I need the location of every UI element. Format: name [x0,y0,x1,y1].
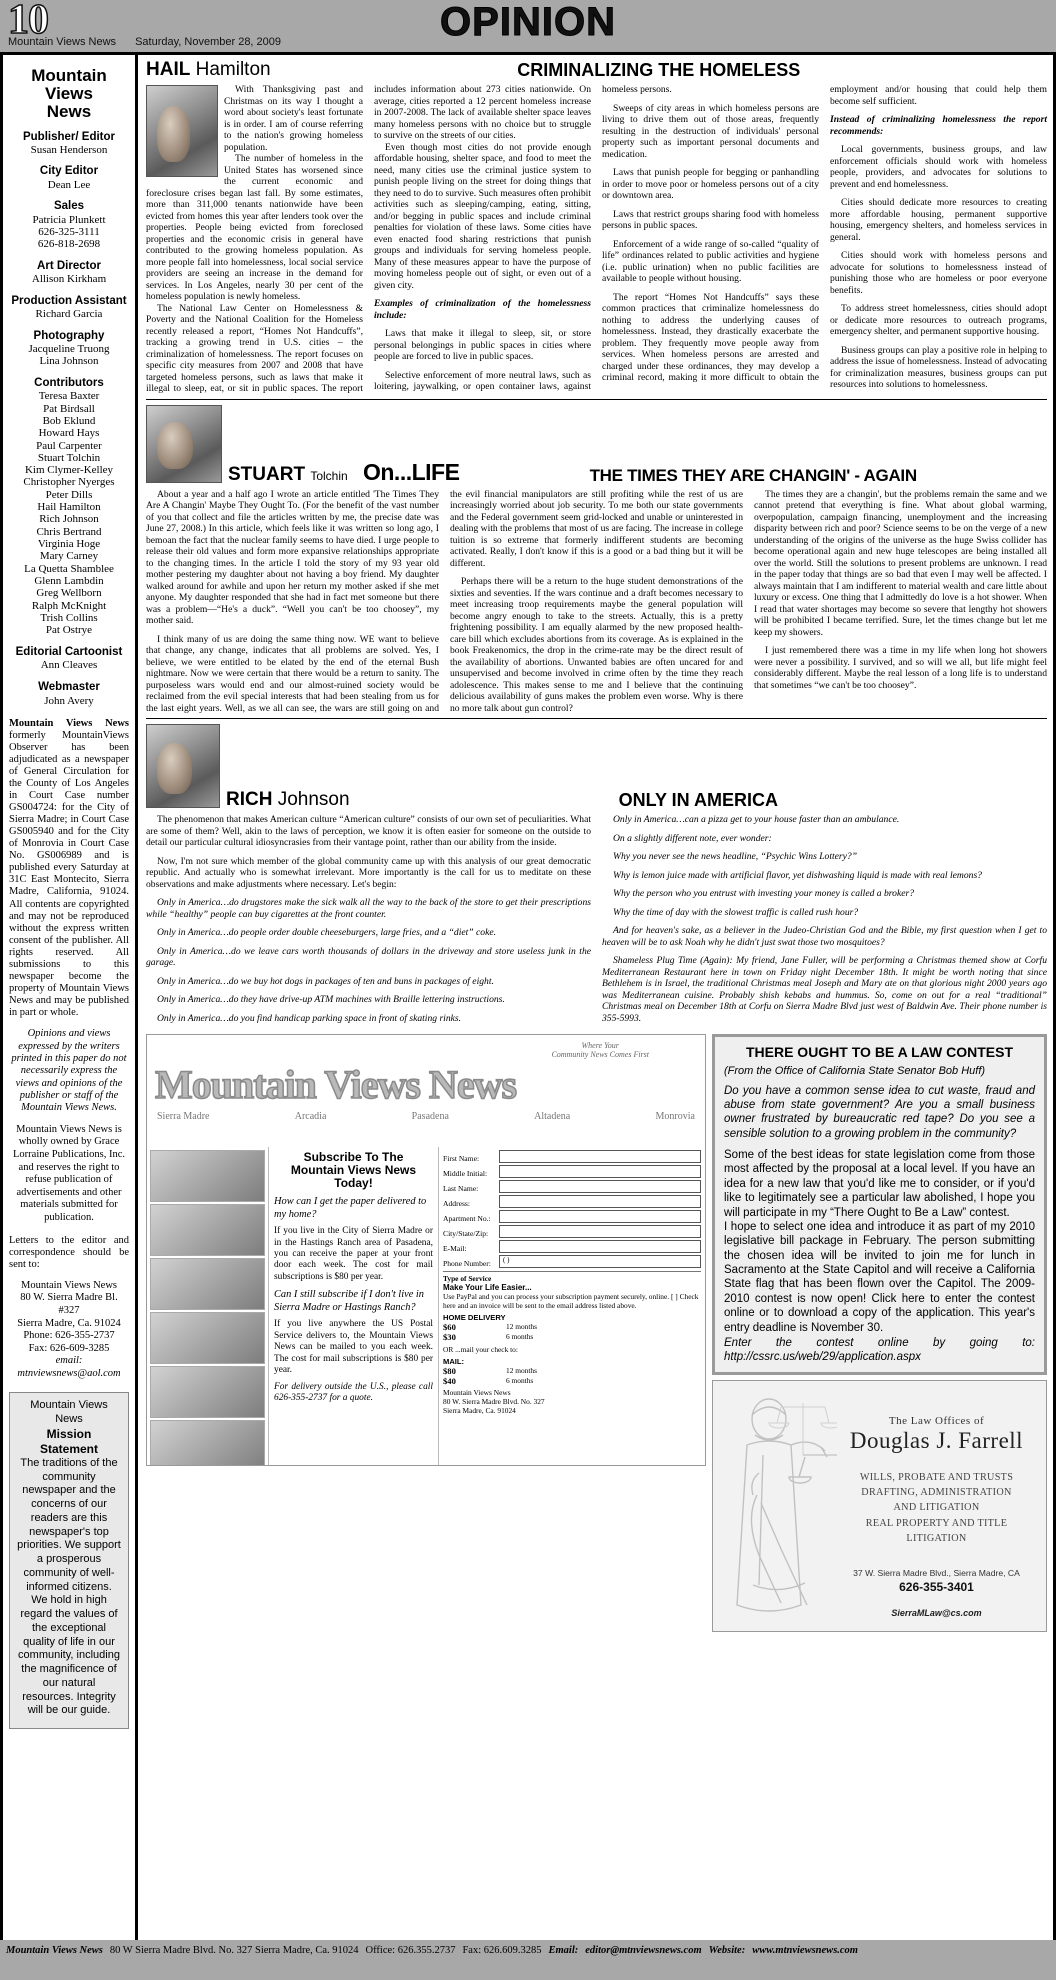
contributor-name: Howard Hays [38,427,100,440]
mail-option[interactable] [443,1366,701,1376]
example-item-4: Laws that restrict groups sharing food with homeless persons in public spaces. [602,208,819,231]
staff-name: 626-818-2698 [37,238,101,251]
email-label: email: [55,1355,83,1367]
city-name: Altadena [534,1110,571,1122]
law-ad-email[interactable]: SierraMLaw@cs.com [891,1608,982,1619]
form-label: E-Mail: [443,1243,467,1253]
opinion-disclaimer: Opinions and views expressed by the writers printed in this paper do not necessarily express the views and opinions of the publisher or staff of the Mountain Views News. [11,1028,127,1114]
contest-ad[interactable] [712,1034,1047,1375]
footer-website-label: Website: [708,1944,746,1956]
staff-name: Richard Garcia [35,308,103,321]
closing-para-0: The report “Homes Not Handcuffs” says these common practices that criminalize homelessness do nothing to address the underlying causes of homelessness. Instead, they drastically exacerbate the problem. They frequently move people away from services. When homeless persons are arrested and charged under these ordinances, they may develop a criminal record, making it more difficult to obtain the employment and/or housing that could help them become self sufficient. [602,84,1047,383]
contributor-name: La Quetta Shamblee [24,562,114,575]
contest-body-1: Some of the best ideas for state legislation come from those most affected by the proposal at a local level. If you have an idea for a new law that you'd like me to consider, or if you'd like to legitimately see a particular law abolished, I hope you will participate in my “There Ought to Be a Law” contest. [724,1149,1035,1219]
form-row [443,1210,701,1223]
byline-firstname: HAIL [146,59,191,80]
subscribe-answer-1: If you live in the City of Sierra Madre or in the Hastings Ranch area of Pasadena, you can receive the paper at your front door each week. The cost for mail subscriptions is $80 per year. [274,1226,433,1282]
contributor-name: Trish Collins [40,611,98,624]
byline-hamilton [146,59,271,81]
law-ad-services [835,1470,1038,1546]
legal-notice [9,718,129,1020]
subscribe-logo: Mountain Views News [155,1061,517,1107]
staff-name: Allison Kirkham [31,273,107,286]
legal-body: formerly MountainViews Observer has been adjudicated as a newspaper of General Circulation for the County of Los Angeles in Court Case number GS004724: for the City of Sierra Madre; in Court Case GS005940 and for the City of Monrovia in Court Case No. GS006989 and is published every Saturday at 31C East Montecito, Sierra Madre, California, 91024. All contents are copyrighted and may not be reproduced without the express written consent of the publisher. All rights reserved. All submissions to this newspaper become the property of Mountain Views News and may be published in part or whole. [9,729,129,1019]
address-line: Sierra Madre, Ca. 91024 [17,1317,121,1329]
thumbnail-image [150,1204,265,1256]
form-input[interactable] [499,1165,701,1178]
johnson-bullet-right-3: Why you never see the news headline, “Psychic Wins Lottery?” [613,851,858,862]
subscribe-form[interactable] [439,1147,705,1466]
mailing-address [9,1280,129,1356]
form-row [443,1180,701,1193]
johnson-bullet-right-8: Shameless Plug Time (Again): My friend, Jane Fuller, will be performing a Christmas themed show at Corfu Mediterranean Restaurant here in town on Friday night December 18th. It might be worth noting that since Bethlehem is in Israel, the traditional Christmas meal Joseph and Mary ate on that glorious night 2000 years ago was Mediterranean cuisine. Probably shish kebabs and hummus. So, come on out for a real “traditional” Christmas meal on December 18th at Corfu on Sierra Madre Blvd just west of Baldwin Ave. Their phone number is 355-5993. [602,955,1047,1024]
page-number: 10 [8,0,48,43]
page-topbar [0,0,1056,52]
recommendation-item-4: Business groups can play a positive role in helping to address the issue of homelessness. Instead of advocating for criminalization measures, business groups can put resources into solutions to homelessness. [830,344,1047,390]
contributor-name: Peter Dills [45,488,93,501]
mission-body: The traditions of the community newspaper and the concerns of our readers are this newspaper's top priorities. We support a prosperous community of well-informed citizens. We hold in high regard the values of the exceptional quality of life in our community, including the magnificence of our natural resources. Integrity will be our guide. [17,1456,121,1717]
contributor-name: Virginia Hoge [37,538,101,551]
example-item-2: Sweeps of city areas in which homeless persons are living to drive them out of those areas, frequently resulting in the destruction of individuals' personal property such as important personal documents and medication. [602,102,819,160]
example-item-0: Laws that make it illegal to sleep, sit, or store personal belongings in public spaces in cities where people are forced to live in public spaces. [374,328,591,362]
hamilton-para-2: The National Law Center on Homelessness & Poverty and the National Coalition for the Homeless recently released a report, “Homes Not Handcuffs”, tracking a growing trend in U.S. cities – the criminalization of homelessness. The report focuses on specific city measures from 2007 and 2008 that have targeted homeless persons, such as laws that make it illegal to sleep, eat, or sit in public spaces. The report includes information about 273 cities nationwide. On average, cities reported a 12 percent homeless increase in 2007-2008. The lack of available shelter space leaves many homeless persons with no choice but to struggle to survive on the streets of our cities. [146,84,591,394]
newspaper-page [0,52,1056,1960]
check-address-line: Sierra Madre, Ca. 91024 [443,1405,516,1415]
contributor-name: Chris Bertrand [36,525,102,538]
contributor-name: Pat Birdsall [43,402,95,415]
contributor-name: Christopher Nyerges [23,476,115,489]
legal-lead: Mountain Views News [9,717,129,729]
form-input[interactable] [499,1150,701,1163]
subscribe-copy [269,1147,439,1466]
form-input[interactable] [499,1210,701,1223]
johnson-bullet-left-4: Only in America…do they have drive-up ATM machines with Braille lettering instructions. [157,994,505,1005]
form-row [443,1225,701,1238]
subscribe-heading-line1: Subscribe To The [303,1149,404,1164]
form-label: Apartment No.: [443,1213,491,1223]
address-line: 80 W. Sierra Madre Bl. #327 [20,1292,118,1316]
johnson-bullet-left-1: Only in America…do people order double cheeseburgers, large fries, and a “diet” coke. [157,927,497,938]
johnson-bullet-left-0: Only in America…do drugstores make the sick walk all the way to the back of the store to get their prescriptions while “healthy” people can buy cigarettes at the front counter. [146,897,591,920]
hamilton-para-1: The number of homeless in the United States has worsened since the current economic and foreclosure crises began last fall. By some estimates, more than 311,000 tenants nationwide have been evicted from homes this year after lenders took over the properties. People being evicted from foreclosed properties and the economic crisis in general have contributed to the growing homeless population. As more people fall into homelessness, local social service providers are seeing an increase in the demand for services. In Los Angeles, nearly 30 per cent of the homeless population is newly homeless. [146,153,363,302]
subscribe-heading-line3: Today! [334,1175,373,1190]
footer-paper: Mountain Views News [6,1944,103,1956]
section-title: OPINION [440,0,616,44]
contributor-name: Pat Ostrye [45,624,93,637]
byline-firstname: STUART [228,463,306,485]
form-input[interactable]: ( ) [499,1255,701,1268]
article-header-hamilton [146,55,1047,81]
law-ad-phone: 626-355-3401 [899,1580,974,1595]
hamilton-para-0: With Thanksgiving past and Christmas on its way I thought a word about society's least fortunate is in order. I am of course referring to the nation's growing homeless population. [224,84,363,153]
masthead-logo-line2: News [46,101,92,121]
form-input[interactable] [499,1225,701,1238]
price-amount: $40 [443,1375,456,1386]
check-address-line: Mountain Views News [443,1387,511,1397]
article-body-tolchin [146,489,1047,715]
recommendation-item-3: To address street homelessness, cities should adopt or dedicate more resources to outreach programs, emergency shelter, and permanent supportive housing. [830,303,1047,337]
law-ad-address: 37 W. Sierra Madre Blvd., Sierra Madre, CA [853,1568,1020,1579]
staff-name: Dean Lee [47,178,91,191]
webmaster-heading: Webmaster [38,681,100,694]
price-term: 12 months [506,1365,538,1375]
city-name: Sierra Madre [157,1110,210,1122]
price-amount: $60 [443,1321,456,1332]
address-line: Mountain Views News [20,1279,117,1291]
law-service-line: WILLS, PROBATE AND TRUSTS [859,1471,1014,1483]
subscribe-question-2: Can I still subscribe if I don't live in Sierra Madre or Hastings Ranch? [274,1289,424,1313]
contributor-name: Bob Eklund [42,414,96,427]
contest-title: THERE OUGHT TO BE A LAW CONTEST [745,1043,1014,1060]
subscribe-ad[interactable] [146,1034,706,1632]
tolchin-para-3: The times they are a changin', but the problems remain the same and we cannot pretend that everything is fine. What about global warming, overpopulation, campaign financing, unemployment and the increasing disparity between rich and poor? Science seems to be on the verge of a new understanding of the origins of the universe as the huge Swiss collider has become operational again and new huge telescopes are being installed all over the world. Still the solutions to present problems are unknown. I read in the paper today that things are so bad that even I may well be affected. I always maintain that I am indifferent to material wealth and care little about luxury or excess. One thing that I admittedly do love is a hot shower. When I read that water shortages may become so severe that lengthy hot showers will be prohibited I became terrified. Sure, let the times change but let me keep my showers. [754,488,1047,638]
law-service-line: DRAFTING, ADMINISTRATION [861,1486,1012,1498]
lady-justice-icon [717,1385,837,1625]
article-header-johnson [146,719,1047,811]
form-label: Phone Number: [443,1258,491,1268]
letters-intro: Letters to the editor and correspondence should be sent to: [9,1234,129,1270]
staff-name: Patricia Plunkett [32,213,106,226]
main-article-area [138,52,1056,1940]
johnson-bullet-right-2: On a slightly different note, ever wonder: [613,832,772,844]
form-row [443,1240,701,1253]
johnson-bullet-right-1: Only in America…can a pizza get to your house faster than an ambulance. [613,814,900,825]
tolchin-para-0: About a year and a half ago I wrote an article entitled 'The Times They Are A Changin' Maybe They Ought To. (For the benefit of the vast number of you that collect and file the articles written by me, the precise date was June 27, 2008.) In this article, which feels like it was written so long ago, I bemoan the fact that the nuclear family seems to have died. I urge people to release their old values and form more expansive relationships appropriate to the changing times. In the article I told the story of my 93 year old mother pestering my daughter about not having a boy friend. My daughter walked around for awhile and upon her return my mother asked if she met anyone. My daughter responded that she had in fact met someone but there was a problem—“He's a duck”. “Well you can't be too choosey”, my mother said. [146,488,439,626]
headline-only-in-america: ONLY IN AMERICA [618,790,778,810]
cartoonist-name: Ann Cleaves [40,659,98,672]
johnson-bullet-left-3: Only in America…do we buy hot dogs in packages of ten and buns in packages of eight. [157,975,494,987]
footer-address: 80 W Sierra Madre Blvd. No. 327 Sierra Madre, Ca. 91024 [109,1944,359,1956]
johnson-para-0: The phenomenon that makes American culture “American culture” consists of our own set of peculiarities. What are some of them? Well, akin to the laws of perception, we know it is often easier for someone on the outside to detail our particular cultural idiosyncrasies from their vantage point, rather than our ability from the inside. [146,814,591,848]
footer-email-label: Email: [548,1944,579,1956]
contributors-list [9,390,129,636]
byline-lastname: Tolchin [310,468,348,483]
form-label: Address: [443,1198,470,1208]
staff-name: Susan Henderson [30,144,108,157]
staff-role-3: Art Director [37,259,101,272]
byline-lastname: Johnson [277,789,350,810]
contributor-name: Rich Johnson [39,513,99,526]
hamilton-para-3: Even though most cities do not provide enough affordable housing, shelter space, and food to meet the need, many cities use the criminal justice system to punish people living on the street for doing things that they need to do to survive. Such measures often prohibit activities such as sleeping/camping, eating, sitting, and/or begging in public spaces and include criminal penalties for violation of these laws. Some cities have even enacted food sharing restrictions that punish groups and individuals for serving homeless people. Many of these measures appear to have the purpose of moving homeless people out of sight, or even out of a given city. [374,141,591,291]
column-label-on-life: On...LIFE [362,458,460,485]
masthead-logo-line1: Mountain Views [31,66,107,103]
subscribe-tagline-line2: Community News Comes First [551,1049,649,1059]
address-line: Phone: 626-355-2737 [23,1330,115,1342]
law-ad-prefix: The Law Offices of [888,1414,985,1427]
form-row [443,1195,701,1208]
thumbnail-image [150,1150,265,1202]
price-term: 6 months [506,1375,534,1385]
example-item-1: Selective enforcement of more neutral laws, such as loitering, jaywalking, or open container laws, against homeless persons. [374,84,672,392]
topbar-paper-name: Mountain Views News [8,36,117,48]
mail-option[interactable] [443,1376,701,1386]
footer-fax: Fax: 626.609.3285 [462,1944,542,1956]
staff-role-4: Production Assistant [11,294,127,307]
webmaster-name: John Avery [44,694,94,707]
price-term: 6 months [506,1331,534,1341]
contributor-name: Teresa Baxter [38,390,100,403]
staff-role-5: Photography [33,329,105,342]
staff-name: Jacqueline Truong [28,343,110,356]
byline-johnson [226,789,350,811]
mission-heading: Mission Statement [39,1426,98,1456]
staff-role-0: Publisher/ Editor [22,130,115,143]
article-body-hamilton [146,84,1047,395]
contest-intro: Do you have a common sense idea to cut waste, fraud and abuse from state government? Are you a small business owner frustrated by bureaucratic red tape? Do you see a sensible solution to a growing problem in the community? [724,1084,1035,1140]
headline-times-changing: THE TIMES THEY ARE CHANGIN' - AGAIN [589,465,917,485]
staff-role-1: City Editor [39,165,99,178]
recommendation-item-1: Cities should dedicate more resources to creating more affordable housing, permanent supportive housing, emergency shelters, and homeless services in general. [830,197,1047,243]
form-label: Middle Initial: [443,1168,488,1178]
contributor-name: Ralph McKnight [31,599,107,612]
address-line: Fax: 626-609-3285 [28,1342,110,1354]
subscribe-heading-line2: Mountain Views News [290,1162,417,1177]
author-photo-johnson [146,724,220,808]
thumbnail-image [150,1420,265,1466]
contributor-name: Paul Carpenter [36,439,102,452]
subscribe-answer-2: If you live anywhere the US Postal Service delivers to, the Mountain Views News can be mailed to you each week. The cost for mail subscriptions is $80 per year. [274,1319,433,1376]
staff-name: 626-325-3111 [38,226,100,239]
example-item-3: Laws that punish people for begging or panhandling in order to move poor or homeless persons out of a city or downtown area. [602,167,819,201]
subscribe-question-1: How can I get the paper delivered to my home? [274,1196,427,1220]
email-address: mtnviewsnews@aol.com [17,1367,121,1379]
thumbnail-image [150,1312,265,1364]
footer-email: editor@mtnviewsnews.com [585,1944,702,1956]
price-term: 12 months [506,1321,538,1331]
mail-label: MAIL: [443,1356,465,1366]
subscribe-thumbnails [147,1147,269,1466]
form-label: Last Name: [443,1183,479,1193]
page-footer [0,1940,1056,1960]
staff-role-2: Sales [53,200,85,213]
example-item-5: Enforcement of a wide range of so-called “quality of life” ordinances related to public activities and hygiene (i.e. public urination) when no public facilities are available to people without housing. [602,238,819,284]
law-office-ad[interactable] [712,1380,1047,1632]
form-row [443,1255,701,1268]
right-ads-column [712,1034,1047,1632]
recommendations-heading: Instead of criminalizing homelessness the report recommends: [830,114,1047,137]
author-photo-tolchin [146,405,222,483]
staff-list [9,131,129,368]
tolchin-para-1: I think many of us are doing the same thing now. WE want to believe that change, any change, indicates that all problems are solved. Yes, I believe, we were entitled to be elated by the end of the eternal Bush nightmare. Now we were certain that there would be a return to sanity. The purposeless wars would end and our almost-ruined society would be reclaimed from the evil special interests that had been stealing from us for the last eight years. Well, as we all can see, the wars are still going on and the evil financial manipulators are still profiting while the rest of us are increasingly worried about job security. To me both our state governments and the Federal government seem grid-locked and unable or uninterested in dealing with the problems that most of us are facing. The increase in college tuition is so extreme that formerly indifferent students are becoming activated. Really, I don't know if this is a good or a bad thing but it will be different. [146,488,743,714]
city-name: Pasadena [411,1110,449,1122]
article-header-tolchin [146,400,1047,486]
johnson-bullet-right-6: Why the time of day with the slowest traffic is called rush hour? [613,906,859,918]
staff-name: Lina Johnson [39,355,99,368]
price-amount: $80 [443,1365,456,1376]
law-ad-name: Douglas J. Farrell [849,1427,1024,1453]
contributor-name: Kim Clymer-Kelley [24,464,114,477]
form-row [443,1150,701,1163]
byline-tolchin [228,459,459,486]
bottom-ads-row [146,1034,1047,1632]
johnson-bullet-right-0: Only in America…do you find handicap parking space in front of skating rinks. [157,1012,462,1024]
cartoonist-heading: Editorial Cartoonist [15,645,123,658]
paypal-heading: Make Your Life Easier... [443,1282,532,1292]
masthead-logo [9,67,129,121]
service-type-label: Type of Service [443,1273,492,1283]
recommendation-item-0: Local governments, business groups, and law enforcement officials should work with homeless people, providers, and advocates for solutions to prevent and end homelessness. [830,144,1047,190]
tolchin-para-2: Perhaps there will be a return to the huge student demonstrations of the sixties and seventies. If the wars continue and a draft becomes necessary to meet increasing troop requirements maybe the general population will become angry enough to take to the streets. Actually, this is a pretty frightening possibility. I am equally alarmed by the new proposed health-care bill which excludes abortions from its coverage. As is explained in the book Freakenomics, the drop in the crime-rate may be the direct result of the availability of abortions. Unwanted babies are often uncared for and unsupervised and become involved in crime often by the time they reach adolescence. This makes sense to me and I believe that the continuing delicious availability of guns makes the problem even worse. Why is there no more talk about gun control? [450,576,743,714]
johnson-bullet-right-4: Why is lemon juice made with artificial flavor, yet dishwashing liquid is made with real lemons? [613,869,982,881]
topbar-date: Saturday, November 28, 2009 [135,36,282,48]
footer-website: www.mtnviewsnews.com [752,1944,858,1956]
check-address-line: 80 W. Sierra Madre Blvd. No. 327 [443,1396,545,1406]
contributor-name: Stuart Tolchin [37,451,101,464]
subscribe-heading [274,1151,433,1191]
masthead-sidebar [0,52,138,1940]
subscribe-city-list [157,1111,695,1122]
subscribe-answer-3: For delivery outside the U.S., please call 626-355-2737 for a quote. [274,1381,433,1404]
contributor-name: Mary Carney [39,550,99,563]
form-row [443,1165,701,1178]
johnson-bullet-right-5: Why the person who you entrust with investing your money is called a broker? [613,888,914,899]
johnson-para-1: Now, I'm not sure which member of the global community came up with this analysis of our great democratic republic. And actually who is somewhat irrelevant. More importantly is the call for us to meditate on these observations and make adjustments where necessary. Let's begin: [146,855,591,890]
examples-heading: Examples of criminalization of the homelessness include: [374,298,591,321]
johnson-bullet-left-2: Only in America…do we leave cars worth thousands of dollars in the driveway and store useless junk in the garage. [146,945,591,968]
contributor-name: Hail Hamilton [37,501,101,514]
form-label: First Name: [443,1153,480,1163]
author-photo-hamilton [146,85,218,177]
form-input[interactable] [499,1180,701,1193]
ownership-notice: Mountain Views News is wholly owned by Grace Lorraine Publications, Inc. and reserves the right to refuse publication of advertisements and other materials submitted for publication. [13,1123,125,1223]
subscribe-tagline [551,1041,649,1059]
form-label: City/State/Zip: [443,1228,489,1238]
johnson-bullet-right-7: And for heaven's sake, as a believer in the Judeo-Christian God and the Bible, my first question when I get to heaven will be to ask Noah why he didn't just swat those two mosquitoes? [602,925,1047,948]
byline-firstname: RICH [226,789,273,810]
check-note: OR ...mail your check to: [443,1344,518,1354]
recommendation-item-2: Cities should work with homeless persons and advocate for solutions to homelessness instead of punishing those who are homeless or poor everyone benefits. [830,250,1047,296]
headline-criminalizing: CRIMINALIZING THE HOMELESS [517,60,801,80]
thumbnail-image [150,1366,265,1418]
price-amount: $30 [443,1331,456,1342]
contest-source: (From the Office of California State Senator Bob Huff) [724,1064,986,1077]
contest-body-2: I hope to select one idea and introduce it as part of my 2010 legislative bill package in February. The person submitting the chosen idea will be invited to join me for lunch in Sacramento at the State Capitol and will receive a California State flag that has been flown over the Capitol. The 2009-2010 contest is now open! Click here to enter the contest online or to download a copy of the application. This year's entry deadline is November 30. [724,1220,1035,1334]
mission-title-line1: Mountain Views [30,1399,108,1412]
contributor-name: Greg Wellborn [36,587,102,600]
home-delivery-option[interactable] [443,1332,701,1342]
mission-statement-box [9,1392,129,1729]
mission-title-line2: News [55,1413,83,1426]
byline-lastname: Hamilton [195,59,271,80]
article-body-johnson [146,814,1047,1028]
contributor-name: Glenn Lambdin [34,574,104,587]
home-delivery-label: HOME DELIVERY [443,1312,506,1322]
form-input[interactable] [499,1240,701,1253]
tolchin-para-4: I just remembered there was a time in my life when long hot showers were never a possibility. I survived, and so will we all, but life might feel considerably different. Maybe the real lesson of a long life is to understand that sometimes “we can't be too choosey”. [754,645,1047,691]
subscribe-ad-header [147,1035,705,1147]
subscribe-price-box [443,1271,701,1415]
paypal-body: Use PayPal and you can process your subscription payment securely, online. [ ] Check here and an invoice will be sent to the email address listed above. [443,1291,699,1310]
law-service-line: AND LITIGATION [893,1502,980,1514]
contributors-heading: Contributors [34,376,104,389]
city-name: Monrovia [655,1110,695,1122]
footer-office: Office: 626.355.2737 [365,1944,456,1956]
city-name: Arcadia [294,1110,327,1122]
thumbnail-image [150,1258,265,1310]
home-delivery-option[interactable] [443,1322,701,1332]
subscribe-tagline-line1: Where Your [581,1040,619,1050]
form-input[interactable] [499,1195,701,1208]
contest-url[interactable]: Enter the contest online by going to: http://cssrc.us/web/29/application.aspx [724,1336,1035,1364]
law-service-line: REAL PROPERTY AND TITLE LITIGATION [865,1517,1008,1544]
